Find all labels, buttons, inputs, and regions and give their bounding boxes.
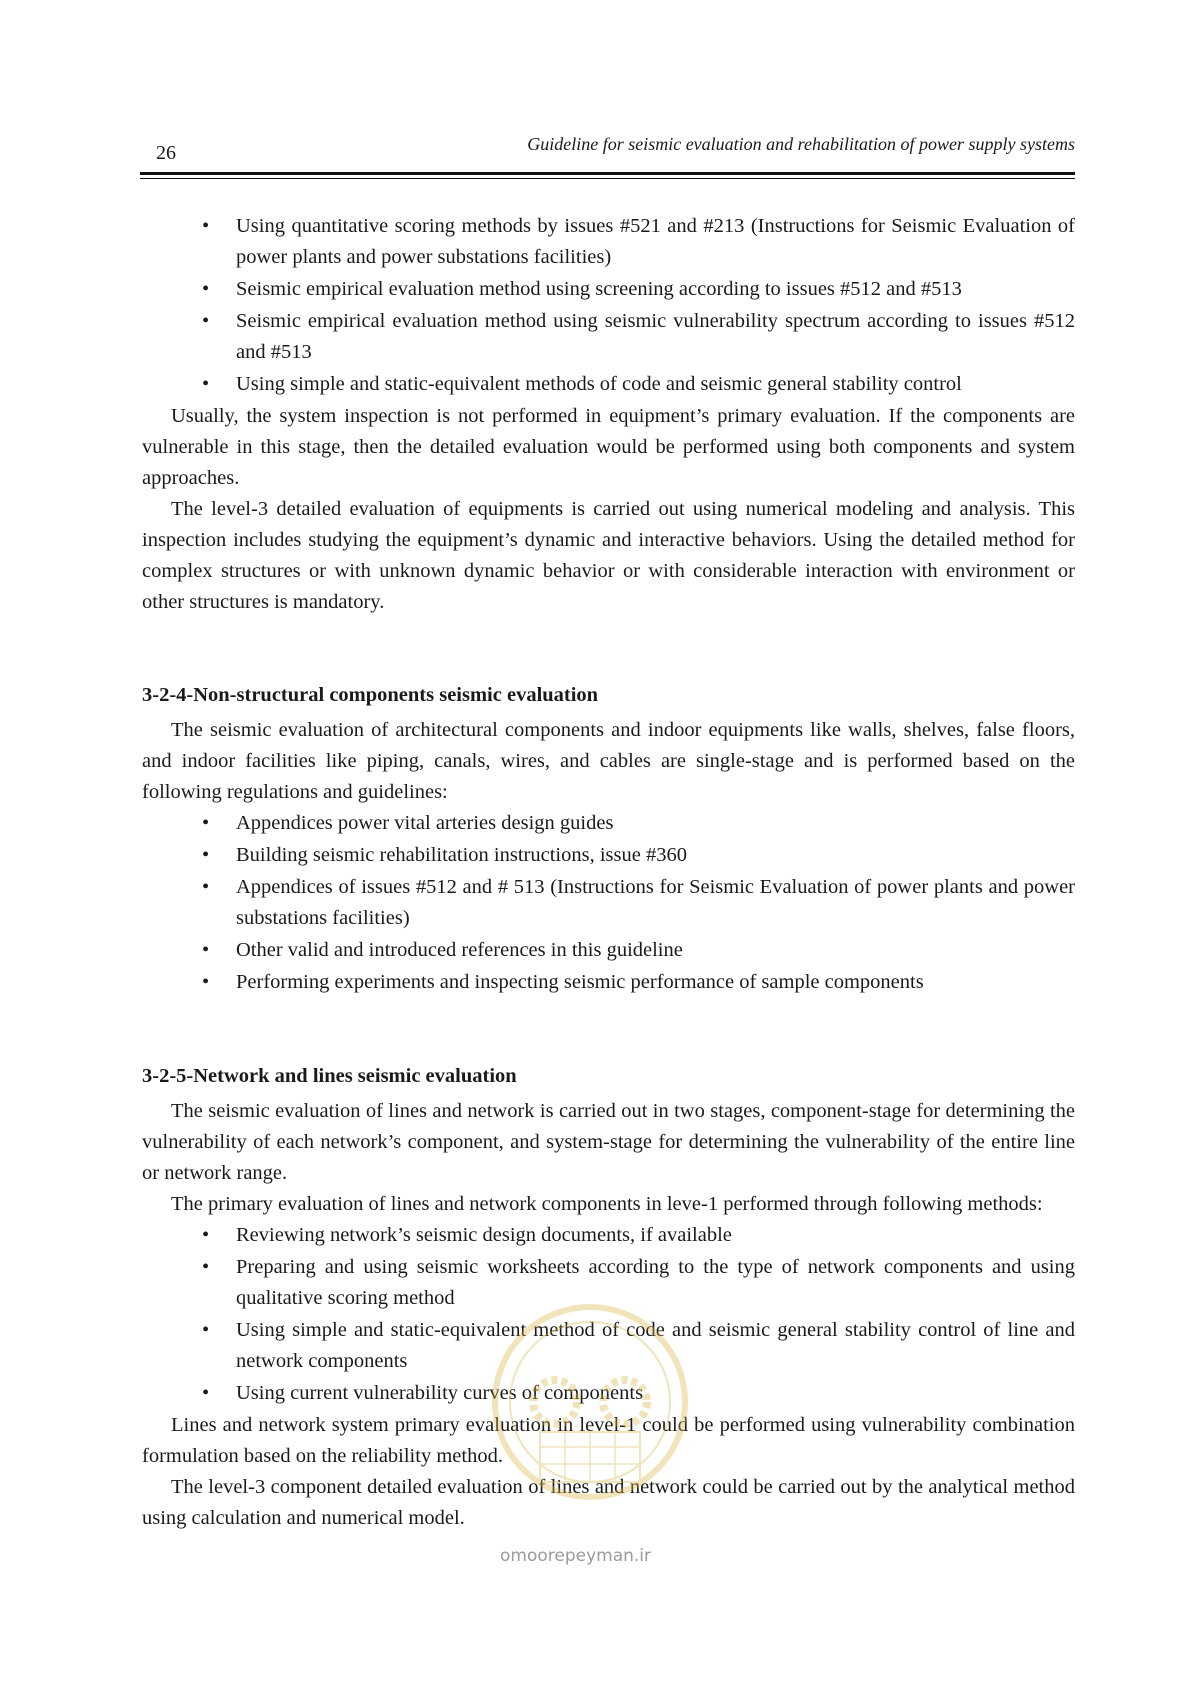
page-body: [142, 211, 1075, 1534]
paragraph: The level-3 detailed evaluation of equipments is carried out using numerical modeling and analysis. This inspection includes studying the equipment’s dynamic and interactive behaviors. Using the detailed method for complex structures or with unknown dynamic behavior or with considerable interaction with environment or other structures is mandatory.: [142, 498, 1075, 613]
list-item: • Seismic empirical evaluation method using seismic vulnerability spectrum according to issues #512 and #513: [236, 306, 1075, 368]
header-rule-thin: [140, 178, 1075, 179]
bullet-icon: •: [202, 1256, 210, 1278]
bullet-icon: •: [202, 971, 210, 993]
bullet-icon: •: [202, 373, 210, 395]
list-item: • Using current vulnerability curves of components: [236, 1378, 1075, 1409]
bullet-icon: •: [202, 812, 210, 834]
paragraph: The level-3 component detailed evaluation of lines and network could be carried out by the analytical method using calculation and numerical model.: [142, 1476, 1075, 1529]
paragraph: The primary evaluation of lines and network components in leve-1 performed through following methods:: [171, 1193, 1043, 1215]
section-heading: 3-2-5-Network and lines seismic evaluation: [142, 1065, 517, 1087]
bullet-icon: •: [202, 844, 210, 866]
bullet-icon: •: [202, 310, 210, 332]
page-number: 26: [156, 142, 176, 164]
paragraph: The seismic evaluation of lines and network is carried out in two stages, component-stage for determining the vulnerability of each network’s component, and system-stage for determining the vulnerability of the entire line or network range.: [142, 1100, 1075, 1184]
list-item: • Performing experiments and inspecting seismic performance of sample components: [236, 967, 1075, 998]
list-item: • Seismic empirical evaluation method using screening according to issues #512 and #513: [236, 274, 1075, 305]
bullet-icon: •: [202, 278, 210, 300]
network-methods-list: [142, 1220, 1075, 1409]
list-item: • Appendices of issues #512 and # 513 (Instructions for Seismic Evaluation of power plants and power substations facilities): [236, 872, 1075, 934]
bullet-icon: •: [202, 1224, 210, 1246]
section-heading: 3-2-4-Non-structural components seismic evaluation: [142, 684, 599, 706]
header-rule-thick: [140, 172, 1075, 175]
evaluation-methods-list: [142, 211, 1075, 400]
bullet-icon: •: [202, 939, 210, 961]
list-item: • Using quantitative scoring methods by issues #521 and #213 (Instructions for Seismic Evaluation of power plants and power substations facilities): [236, 211, 1075, 273]
paragraph: The seismic evaluation of architectural components and indoor equipments like walls, shelves, false floors, and indoor facilities like piping, canals, wires, and cables are single-stage and is performed based on the following regulations and guidelines:: [142, 719, 1075, 803]
bullet-icon: •: [202, 1382, 210, 1404]
list-item: • Other valid and introduced references in this guideline: [236, 935, 1075, 966]
bullet-icon: •: [202, 876, 210, 898]
regulations-list: [142, 808, 1075, 998]
list-item: • Preparing and using seismic worksheets according to the type of network components and using qualitative scoring method: [236, 1252, 1075, 1314]
paragraph: Lines and network system primary evaluation in level-1 could be performed using vulnerability combination formulation based on the reliability method.: [142, 1414, 1075, 1467]
list-item: • Appendices power vital arteries design guides: [236, 808, 1075, 839]
list-item: • Using simple and static-equivalent methods of code and seismic general stability control: [236, 369, 1075, 400]
list-item: • Using simple and static-equivalent method of code and seismic general stability control of line and network components: [236, 1315, 1075, 1377]
list-item: • Reviewing network’s seismic design documents, if available: [236, 1220, 1075, 1251]
paragraph: Usually, the system inspection is not performed in equipment’s primary evaluation. If the components are vulnerable in this stage, then the detailed evaluation would be performed using both components and system approaches.: [142, 405, 1075, 489]
running-header: Guideline for seismic evaluation and rehabilitation of power supply systems: [527, 134, 1075, 154]
bullet-icon: •: [202, 215, 210, 237]
watermark-url: omoorepeyman.ir: [500, 1546, 652, 1566]
list-item: • Building seismic rehabilitation instructions, issue #360: [236, 840, 1075, 871]
bullet-icon: •: [202, 1319, 210, 1341]
